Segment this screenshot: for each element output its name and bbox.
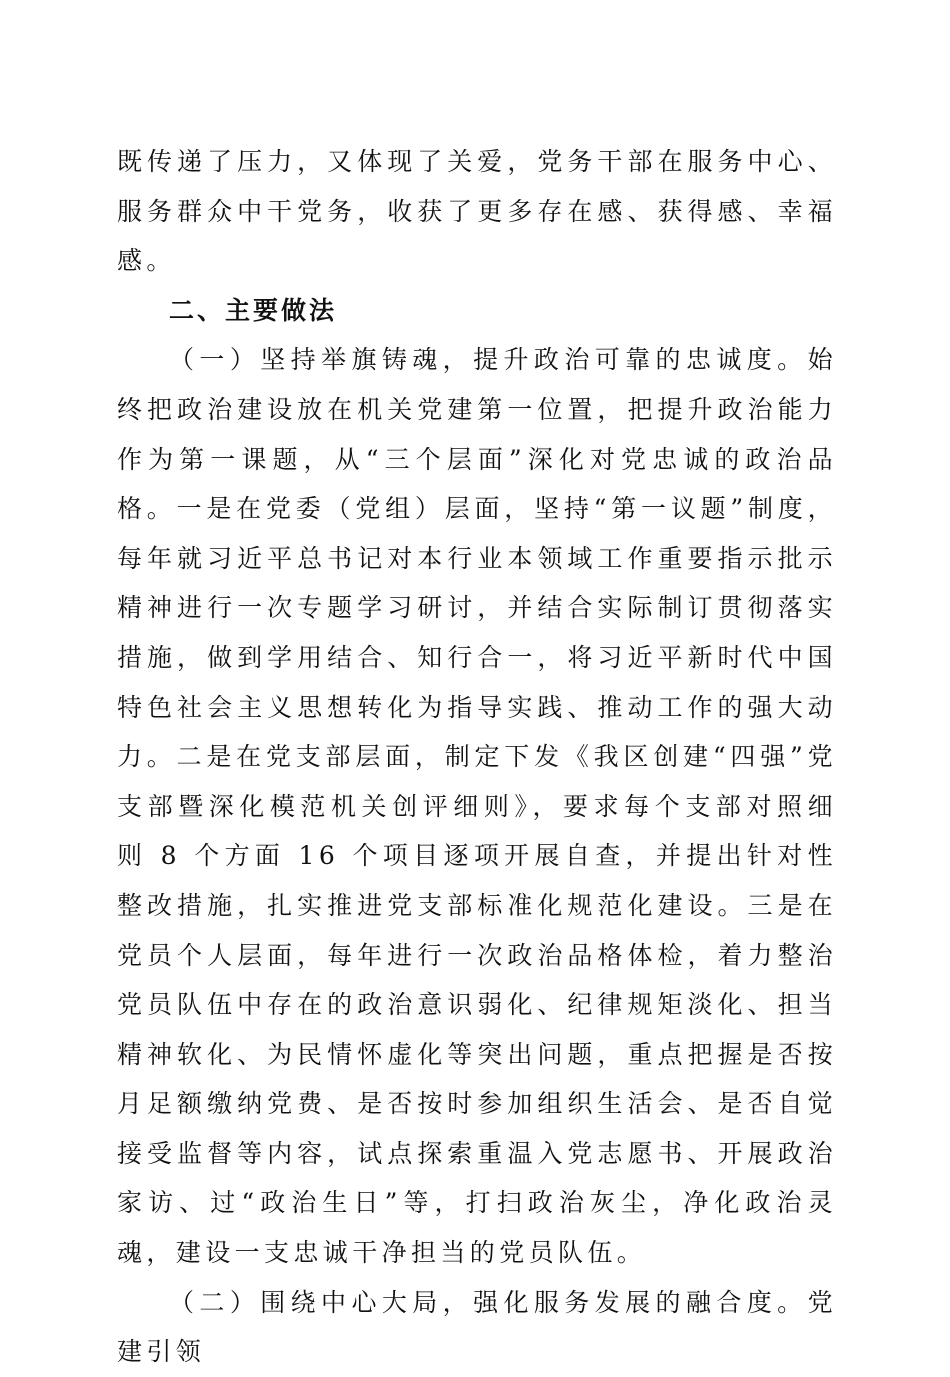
document-body: [117, 137, 837, 1377]
paragraph-continued: 既传递了压力，又体现了关爱，党务干部在服务中心、服务群众中干党务，收获了更多存在感、获得感、幸福感。: [117, 147, 837, 276]
section-heading: 二、主要做法: [169, 295, 338, 325]
paragraph-one: （一）坚持举旗铸魂，提升政治可靠的忠诚度。始终把政治建设放在机关党建第一位置，把提升政治能力作为第一课题，从“三个层面”深化对党忠诚的政治品格。一是在党委（党组）层面，坚持“第一议题”制度，每年就习近平总书记对本行业本领域工作重要指示批示精神进行一次专题学习研讨，并结合实际制订贯彻落实措施，做到学用结合、知行合一，将习近平新时代中国特色社会主义思想转化为指导实践、推动工作的强大动力。二是在党支部层面，制定下发《我区创建“四强”党支部暨深化模范机关创评细则》，要求每个支部对照细则 8 个方面 16 个项目逐项开展自查，并提出针对性整改措施，扎实推进党支部标准化规范化建设。三是在党员个人层面，每年进行一次政治品格体检，着力整治党员队伍中存在的政治意识弱化、纪律规矩淡化、担当精神软化、为民情怀虚化等突出问题，重点把握是否按月足额缴纳党费、是否按时参加组织生活会、是否自觉接受监督等内容，试点探索重温入党志愿书、开展政治家访、过“政治生日”等，打扫政治灰尘，净化政治灵魂，建设一支忠诚干净担当的党员队伍。: [117, 345, 837, 1268]
paragraph-two: （二）围绕中心大局，强化服务发展的融合度。党建引领: [117, 1287, 837, 1367]
